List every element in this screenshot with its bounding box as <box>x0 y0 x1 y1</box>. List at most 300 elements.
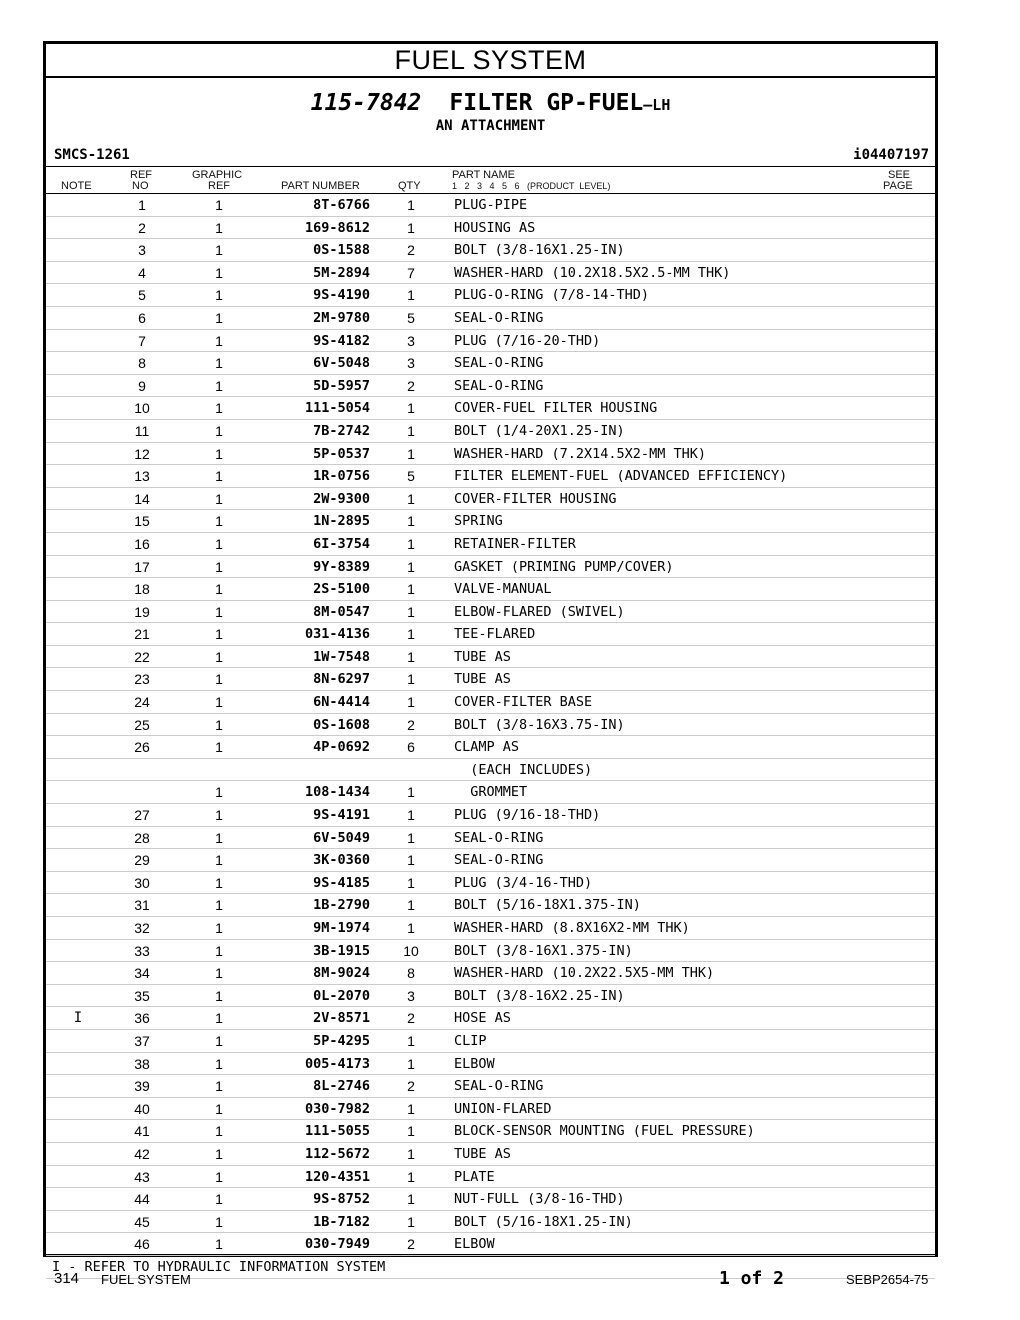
row-part-name: NUT-FULL (3/8-16-THD) <box>454 1191 625 1208</box>
row-ref-no: 12 <box>134 445 150 462</box>
row-part-name: GASKET (PRIMING PUMP/COVER) <box>454 558 674 575</box>
row-part-name: TUBE AS <box>454 1145 511 1162</box>
row-ref-no: 46 <box>134 1236 150 1253</box>
row-qty: 1 <box>407 1168 415 1185</box>
row-part-name: VALVE-MANUAL <box>454 581 552 598</box>
row-part-name: SPRING <box>454 513 503 530</box>
row-ref-no: 26 <box>134 739 150 756</box>
row-part-name: SEAL-O-RING <box>454 309 544 326</box>
row-part-number: 031-4136 <box>304 626 370 643</box>
row-part-name: WASHER-HARD (7.2X14.5X2-MM THK) <box>454 445 706 462</box>
row-ref-no: 34 <box>134 965 150 982</box>
row-graphic-ref: 1 <box>215 535 223 552</box>
table-row <box>46 1075 935 1098</box>
row-graphic-ref: 1 <box>215 242 223 259</box>
row-qty: 3 <box>407 355 415 372</box>
footer-page-count: 1 of 2 <box>719 1268 785 1289</box>
row-graphic-ref: 1 <box>215 829 223 846</box>
table-row <box>46 397 935 420</box>
row-graphic-ref: 1 <box>215 1168 223 1185</box>
row-qty: 1 <box>407 535 415 552</box>
row-graphic-ref: 1 <box>215 648 223 665</box>
row-ref-no: 28 <box>134 829 150 846</box>
table-row <box>46 1143 935 1166</box>
row-qty: 1 <box>407 513 415 530</box>
row-qty: 1 <box>407 581 415 598</box>
row-graphic-ref: 1 <box>215 987 223 1004</box>
row-part-number: 111-5054 <box>304 400 370 417</box>
row-graphic-ref: 1 <box>215 942 223 959</box>
row-qty: 1 <box>407 490 415 507</box>
table-row <box>46 307 935 330</box>
group-title <box>46 89 935 117</box>
row-qty: 2 <box>407 716 415 733</box>
row-ref-no: 45 <box>134 1213 150 1230</box>
row-graphic-ref: 1 <box>215 1078 223 1095</box>
row-qty: 5 <box>407 309 415 326</box>
row-ref-no: 14 <box>134 490 150 507</box>
row-part-number: 1N-2895 <box>313 513 370 530</box>
smcs-row <box>46 144 935 167</box>
group-suffix: —LH <box>643 96 671 114</box>
table-row <box>46 827 935 850</box>
row-part-name: BOLT (5/16-18X1.25-IN) <box>454 1213 633 1230</box>
row-graphic-ref: 1 <box>215 671 223 688</box>
row-part-name: PLATE <box>454 1168 495 1185</box>
header-product-level: 1 2 3 4 5 6 (PRODUCT LEVEL) <box>452 181 611 191</box>
row-part-name: WASHER-HARD (8.8X16X2-MM THK) <box>454 920 690 936</box>
table-row <box>46 917 935 940</box>
row-graphic-ref: 1 <box>215 1236 223 1253</box>
table-row <box>46 1233 935 1256</box>
row-part-name: PLUG-PIPE <box>454 197 528 213</box>
header-part-number: PART NUMBER <box>281 180 360 192</box>
row-graphic-ref: 1 <box>215 219 223 236</box>
row-part-number: 030-7949 <box>304 1236 370 1253</box>
table-row <box>46 375 935 398</box>
row-part-name: CLAMP AS <box>454 739 520 756</box>
footer-doc-id: SEBP2654-75 <box>846 1272 929 1287</box>
row-part-number: 9S-4191 <box>313 807 370 824</box>
row-qty: 1 <box>407 852 415 869</box>
row-ref-no: 37 <box>134 1032 150 1049</box>
row-graphic-ref: 1 <box>215 1213 223 1230</box>
row-part-number: 8L-2746 <box>313 1078 370 1095</box>
table-row <box>46 894 935 917</box>
row-ref-no: 8 <box>138 355 146 372</box>
row-graphic-ref: 1 <box>215 400 223 417</box>
row-part-name: BOLT (5/16-18X1.375-IN) <box>454 897 641 914</box>
table-row <box>46 804 935 827</box>
row-qty: 1 <box>407 1213 415 1230</box>
row-part-number: 005-4173 <box>304 1055 370 1072</box>
row-ref-no: 44 <box>134 1191 150 1208</box>
row-part-name: HOSE AS <box>454 1010 511 1027</box>
row-qty: 2 <box>407 1078 415 1095</box>
row-graphic-ref: 1 <box>215 807 223 824</box>
row-ref-no: 32 <box>134 920 150 936</box>
row-qty: 2 <box>407 1010 415 1027</box>
table-row <box>46 217 935 240</box>
table-row <box>46 352 935 375</box>
row-part-number: 2V-8571 <box>313 1010 370 1027</box>
header-see-1: SEE <box>888 169 911 181</box>
row-graphic-ref: 1 <box>215 558 223 575</box>
row-graphic-ref: 1 <box>215 422 223 439</box>
footer-section: FUEL SYSTEM <box>101 1272 191 1287</box>
row-ref-no: 35 <box>134 987 150 1004</box>
row-part-name: TEE-FLARED <box>454 626 536 643</box>
row-graphic-ref: 1 <box>215 468 223 485</box>
row-part-name: SEAL-O-RING <box>454 852 544 869</box>
row-part-name: BOLT (1/4-20X1.25-IN) <box>454 422 625 439</box>
table-row <box>46 1211 935 1234</box>
row-qty: 1 <box>407 829 415 846</box>
table-row <box>46 736 935 759</box>
row-part-number: 2M-9780 <box>313 309 370 326</box>
row-part-name: GROMMET <box>454 784 528 801</box>
table-row <box>46 1007 935 1030</box>
row-part-number: 030-7982 <box>304 1100 370 1117</box>
row-graphic-ref: 1 <box>215 1123 223 1140</box>
row-ref-no: 42 <box>134 1145 150 1162</box>
row-graphic-ref: 1 <box>215 965 223 982</box>
row-qty: 1 <box>407 671 415 688</box>
row-part-number: 0S-1588 <box>313 242 370 259</box>
row-qty: 6 <box>407 739 415 756</box>
row-part-number: 1B-2790 <box>313 897 370 914</box>
table-row <box>46 940 935 963</box>
row-part-number: 1B-7182 <box>313 1213 370 1230</box>
row-graphic-ref: 1 <box>215 197 223 213</box>
row-qty: 1 <box>407 1191 415 1208</box>
table-row <box>46 556 935 579</box>
row-part-number: 108-1434 <box>304 784 370 801</box>
row-part-name: COVER-FILTER HOUSING <box>454 490 617 507</box>
column-headers <box>46 167 935 194</box>
row-qty: 1 <box>407 603 415 620</box>
footnote: I - REFER TO HYDRAULIC INFORMATION SYSTEM <box>52 1258 386 1275</box>
table-row <box>46 849 935 872</box>
row-part-name: BOLT (3/8-16X1.375-IN) <box>454 942 633 959</box>
row-part-number: 2W-9300 <box>313 490 370 507</box>
row-ref-no: 27 <box>134 807 150 824</box>
row-ref-no: 4 <box>138 264 146 281</box>
header-note: NOTE <box>61 180 92 192</box>
row-part-name: SEAL-O-RING <box>454 355 544 372</box>
row-part-name: HOUSING AS <box>454 219 536 236</box>
row-part-name: PLUG-O-RING (7/8-14-THD) <box>454 287 650 304</box>
row-qty: 1 <box>407 784 415 801</box>
row-part-name: FILTER ELEMENT-FUEL (ADVANCED EFFICIENCY) <box>454 468 788 485</box>
table-row <box>46 601 935 624</box>
table-row <box>46 578 935 601</box>
row-graphic-ref: 1 <box>215 445 223 462</box>
table-row <box>46 759 935 782</box>
row-ref-no: 29 <box>134 852 150 869</box>
row-qty: 2 <box>407 377 415 394</box>
table-row <box>46 872 935 895</box>
row-ref-no: 2 <box>138 219 146 236</box>
row-part-number: 3K-0360 <box>313 852 370 869</box>
row-graphic-ref: 1 <box>215 1010 223 1027</box>
row-graphic-ref: 1 <box>215 852 223 869</box>
row-part-name: ELBOW <box>454 1055 495 1072</box>
row-part-number: 0L-2070 <box>313 987 370 1004</box>
row-part-number: 9M-1974 <box>313 920 370 936</box>
header-ref-2: NO <box>132 180 149 192</box>
table-row <box>46 262 935 285</box>
row-ref-no: 22 <box>134 648 150 665</box>
row-part-number: 8M-0547 <box>313 603 370 620</box>
row-graphic-ref: 1 <box>215 490 223 507</box>
row-graphic-ref: 1 <box>215 332 223 349</box>
row-ref-no: 11 <box>134 422 150 439</box>
row-graphic-ref: 1 <box>215 581 223 598</box>
row-note: I <box>73 1010 83 1027</box>
row-qty: 1 <box>407 648 415 665</box>
row-part-name: SEAL-O-RING <box>454 377 544 394</box>
row-part-number: 120-4351 <box>304 1168 370 1185</box>
row-ref-no: 23 <box>134 671 150 688</box>
table-row <box>46 623 935 646</box>
row-qty: 1 <box>407 694 415 711</box>
table-row <box>46 1098 935 1121</box>
row-qty: 1 <box>407 1123 415 1140</box>
header-graphic-1: GRAPHIC <box>192 169 243 181</box>
row-qty: 1 <box>407 1100 415 1117</box>
row-part-name: UNION-FLARED <box>454 1100 552 1117</box>
row-graphic-ref: 1 <box>215 874 223 891</box>
row-ref-no: 13 <box>134 468 150 485</box>
row-part-number: 2S-5100 <box>313 581 370 598</box>
row-qty: 1 <box>407 807 415 824</box>
row-ref-no: 36 <box>134 1010 150 1027</box>
row-ref-no: 16 <box>134 535 150 552</box>
row-qty: 3 <box>407 987 415 1004</box>
table-row <box>46 1166 935 1189</box>
row-graphic-ref: 1 <box>215 1100 223 1117</box>
table-row <box>46 239 935 262</box>
row-qty: 10 <box>403 942 419 959</box>
row-qty: 5 <box>407 468 415 485</box>
row-part-number: 9S-4182 <box>313 332 370 349</box>
row-graphic-ref: 1 <box>215 1191 223 1208</box>
row-qty: 2 <box>407 1236 415 1253</box>
header-qty: QTY <box>398 180 421 192</box>
header-graphic-2: REF <box>208 180 230 192</box>
row-qty: 1 <box>407 422 415 439</box>
row-part-number: 6I-3754 <box>313 535 370 552</box>
row-graphic-ref: 1 <box>215 264 223 281</box>
row-qty: 1 <box>407 197 415 213</box>
row-ref-no: 6 <box>138 309 146 326</box>
table-row <box>46 284 935 307</box>
row-ref-no: 5 <box>138 287 146 304</box>
row-qty: 1 <box>407 219 415 236</box>
row-graphic-ref: 1 <box>215 716 223 733</box>
row-qty: 1 <box>407 626 415 643</box>
row-qty: 1 <box>407 400 415 417</box>
row-part-number: 1R-0756 <box>313 468 370 485</box>
table-row <box>46 420 935 443</box>
row-part-number: 5P-4295 <box>313 1032 370 1049</box>
row-graphic-ref: 1 <box>215 897 223 914</box>
table-row <box>46 194 935 217</box>
table-row <box>46 1188 935 1211</box>
row-part-number: 5P-0537 <box>313 445 370 462</box>
row-part-name: COVER-FUEL FILTER HOUSING <box>454 400 658 417</box>
row-qty: 1 <box>407 1055 415 1072</box>
group-number: 115-7842 <box>310 90 422 116</box>
row-ref-no: 30 <box>134 874 150 891</box>
row-graphic-ref: 1 <box>215 513 223 530</box>
row-part-number: 5D-5957 <box>313 377 370 394</box>
table-row <box>46 510 935 533</box>
header-ref-1: REF <box>130 169 152 181</box>
row-qty: 1 <box>407 558 415 575</box>
row-part-name: TUBE AS <box>454 648 511 665</box>
row-part-name: SEAL-O-RING <box>454 829 544 846</box>
row-part-name: BOLT (3/8-16X3.75-IN) <box>454 716 625 733</box>
table-row <box>46 962 935 985</box>
row-part-name: WASHER-HARD (10.2X22.5X5-MM THK) <box>454 965 715 982</box>
row-graphic-ref: 1 <box>215 287 223 304</box>
table-row <box>46 668 935 691</box>
row-ref-no: 1 <box>138 197 146 213</box>
row-part-name: ELBOW-FLARED (SWIVEL) <box>454 603 625 620</box>
row-graphic-ref: 1 <box>215 1145 223 1162</box>
table-row <box>46 1120 935 1143</box>
row-qty: 1 <box>407 445 415 462</box>
row-graphic-ref: 1 <box>215 784 223 801</box>
row-part-name: BLOCK-SENSOR MOUNTING (FUEL PRESSURE) <box>454 1123 755 1140</box>
row-part-name: PLUG (9/16-18-THD) <box>454 807 601 824</box>
row-qty: 2 <box>407 242 415 259</box>
row-graphic-ref: 1 <box>215 1055 223 1072</box>
row-ref-no: 9 <box>138 377 146 394</box>
table-row <box>46 714 935 737</box>
row-ref-no: 24 <box>134 694 150 711</box>
row-part-number: 0S-1608 <box>313 716 370 733</box>
row-graphic-ref: 1 <box>215 920 223 936</box>
table-row <box>46 488 935 511</box>
row-part-number: 4P-0692 <box>313 739 370 756</box>
row-ref-no: 7 <box>138 332 146 349</box>
row-qty: 1 <box>407 920 415 936</box>
row-ref-no: 17 <box>134 558 150 575</box>
smcs-code: SMCS-1261 <box>54 147 130 163</box>
row-ref-no: 31 <box>134 897 150 914</box>
table-row <box>46 691 935 714</box>
row-ref-no: 21 <box>134 626 150 643</box>
row-ref-no: 10 <box>134 400 150 417</box>
row-part-number: 5M-2894 <box>313 264 370 281</box>
row-part-number: 9S-8752 <box>313 1191 370 1208</box>
row-ref-no: 3 <box>138 242 146 259</box>
row-graphic-ref: 1 <box>215 739 223 756</box>
row-part-number: 6V-5048 <box>313 355 370 372</box>
table-row <box>46 330 935 353</box>
table-row <box>46 781 935 804</box>
row-ref-no: 15 <box>134 513 150 530</box>
row-graphic-ref: 1 <box>215 694 223 711</box>
parts-page-frame <box>43 41 938 1275</box>
row-part-number: 7B-2742 <box>313 422 370 439</box>
row-qty: 1 <box>407 1032 415 1049</box>
row-part-number: 9S-4185 <box>313 874 370 891</box>
header-part-name: PART NAME <box>452 169 515 181</box>
row-graphic-ref: 1 <box>215 377 223 394</box>
row-qty: 1 <box>407 874 415 891</box>
row-ref-no: 43 <box>134 1168 150 1185</box>
table-row <box>46 985 935 1008</box>
page-footer <box>0 1268 1020 1290</box>
row-part-number: 111-5055 <box>304 1123 370 1140</box>
parts-list <box>46 194 935 1256</box>
table-row <box>46 646 935 669</box>
row-part-name: WASHER-HARD (10.2X18.5X2.5-MM THK) <box>454 264 731 281</box>
row-part-name: SEAL-O-RING <box>454 1078 544 1095</box>
row-part-number: 9Y-8389 <box>313 558 370 575</box>
row-graphic-ref: 1 <box>215 626 223 643</box>
row-part-name: TUBE AS <box>454 671 511 688</box>
row-part-number: 6N-4414 <box>313 694 370 711</box>
row-ref-no: 18 <box>134 581 150 598</box>
row-part-name: ELBOW <box>454 1236 495 1253</box>
row-part-number: 169-8612 <box>304 219 370 236</box>
row-part-name: BOLT (3/8-16X2.25-IN) <box>454 987 625 1004</box>
row-part-name: COVER-FILTER BASE <box>454 694 593 711</box>
row-qty: 7 <box>407 264 415 281</box>
row-ref-no: 39 <box>134 1078 150 1095</box>
row-part-number: 1W-7548 <box>313 648 370 665</box>
row-part-number: 8T-6766 <box>313 197 370 213</box>
table-row <box>46 1053 935 1076</box>
table-row <box>46 533 935 556</box>
row-ref-no: 25 <box>134 716 150 733</box>
row-part-name: RETAINER-FILTER <box>454 535 576 552</box>
row-part-name: PLUG (3/4-16-THD) <box>454 874 593 891</box>
header-see-2: PAGE <box>883 180 913 192</box>
group-name: FILTER GP-FUEL <box>449 90 644 116</box>
row-ref-no: 38 <box>134 1055 150 1072</box>
row-part-number: 3B-1915 <box>313 942 370 959</box>
row-qty: 1 <box>407 1145 415 1162</box>
footer-page-number: 314 <box>54 1270 80 1287</box>
row-part-name: CLIP <box>454 1032 487 1049</box>
row-qty: 1 <box>407 287 415 304</box>
row-qty: 3 <box>407 332 415 349</box>
table-row <box>46 465 935 488</box>
row-part-name: (EACH INCLUDES) <box>454 761 593 778</box>
row-part-number: 9S-4190 <box>313 287 370 304</box>
row-part-number: 6V-5049 <box>313 829 370 846</box>
row-part-number: 112-5672 <box>304 1145 370 1162</box>
row-part-number: 8M-9024 <box>313 965 370 982</box>
row-graphic-ref: 1 <box>215 603 223 620</box>
row-part-name: BOLT (3/8-16X1.25-IN) <box>454 242 625 259</box>
group-subtitle: AN ATTACHMENT <box>435 118 546 134</box>
row-qty: 1 <box>407 897 415 914</box>
row-ref-no: 40 <box>134 1100 150 1117</box>
row-part-number: 8N-6297 <box>313 671 370 688</box>
row-graphic-ref: 1 <box>215 1032 223 1049</box>
row-part-name: PLUG (7/16-20-THD) <box>454 332 601 349</box>
row-graphic-ref: 1 <box>215 355 223 372</box>
row-ref-no: 19 <box>134 603 150 620</box>
row-qty: 8 <box>407 965 415 982</box>
